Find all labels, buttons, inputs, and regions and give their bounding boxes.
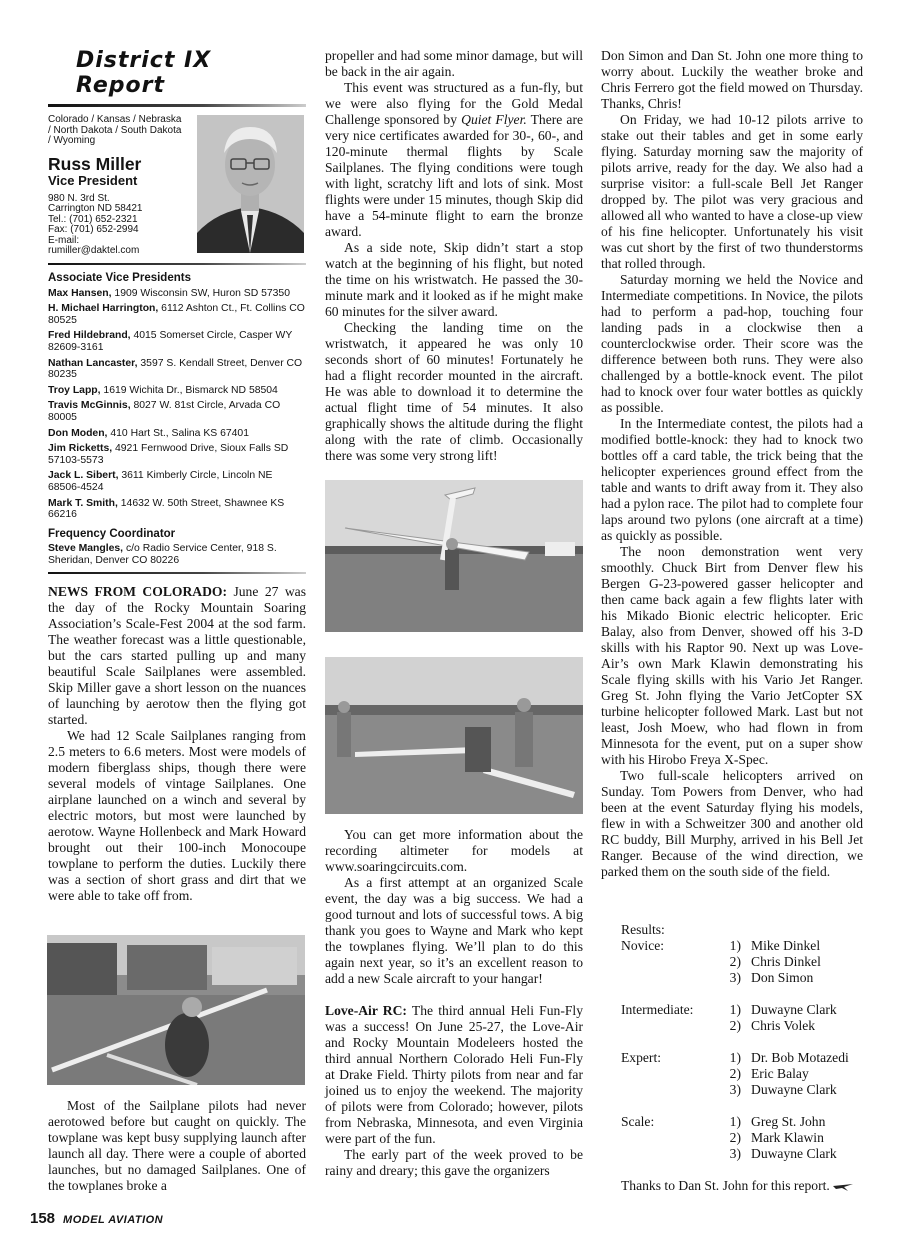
officer-role: Vice President [48,172,138,188]
paragraph: Two full-scale helicopters arrived on Sunday. Tom Powers from Denver, who had been at the event Saturday flying his models, flew in with a Schweitzer 300 and another old RC buddy, Bill Murphy, arrived in his Bell Jet Ranger. Because of the wind direction, we parked them on the south side of the field. [601,768,863,879]
page-number: 158 [30,1210,56,1227]
officer-email[interactable]: rumiller@daktel.com [48,245,140,256]
paragraph: The noon demonstration went very smoothly. Chuck Birt from Denver flew his Bergen G-23-powered gasser helicopter and then came back again a few flights later with his Mikado Bionic electric helicopter. Eric Balay, also from Denver, showed off his 3-D skills with his Raptor 90. Next up was Love-Air’s own Mark Klawin demonstrating his Scale flying skills with his Vario Jet Ranger. Greg St. John flying the Vario JetCopter SX turbine helicopter followed Mark. Last but not least, Josh Moew, who had flown in from Minnesota for the event, put on a super show with his Hirobo Freya X-Spec. [601,544,863,767]
column-3 [601,48,863,880]
paragraph: Love-Air RC: The third annual Heli Fun-Fly was a success! On June 25-27, the Love-Air and Rocky Mountain Modeleers hosted the third annual Northern Colorado Heli Fun-Fly at Drake Field. Thirty pilots from near and far joined us to enjoy the weekend. The majority of pilots were from Colorado; however, pilots from Nebraska, Minnesota, and even Virginia were part of the fun. [325,1003,583,1146]
officer-name: Russ Miller [48,153,142,174]
associate-vp-list [48,273,306,566]
article-col2-bottom [325,827,583,1179]
result-row: 1) Greg St. John [729,1114,826,1129]
result-row: 1) Dr. Bob Motazedi [729,1050,849,1065]
result-row: 1) Duwayne Clark [729,1002,837,1017]
paragraph: Don Simon and Dan St. John one more thing to worry about. Luckily the weather broke and Chris Ferrero got the field mowed on Thursday. Thanks, Chris! [601,48,863,111]
result-row: 2) Mark Klawin [729,1130,824,1145]
results-table [621,922,861,1194]
column-1 [48,48,306,904]
sidebar-rule [48,572,306,574]
result-row: 2) Chris Dinkel [729,954,821,969]
article-col1-bottom [48,1098,306,1194]
portrait-photo [197,115,304,253]
avp-entry: Troy Lapp, 1619 Wichita Dr., Bismarck ND 58504 [48,384,278,396]
ama-logo-icon [832,1180,854,1192]
paragraph: Most of the Sailplane pilots had never aerotowed before but caught on quickly. The towplane was kept busy supplying launch after launch all day. There were a couple of aborted launches, but no damaged Sailplanes. One of the towplanes broke a [48,1098,306,1193]
results-group: Novice: 1) Mike Dinkel 2) Chris Dinkel 3) Don Simon [621,938,821,985]
title-rule [48,104,306,107]
result-row: 2) Eric Balay [729,1066,809,1081]
paragraph: In the Intermediate contest, the pilots had a modified bottle-knock: they had to knock two bottles off a card table, the trick being that the helicopter experiences ground effect from the table and wants to drift away from it. They also had a pylon race. The pilot had to complete four laps around two pylons (one aircraft at a time) as quickly as possible. [601,416,863,543]
paragraph: NEWS FROM COLORADO: June 27 was the day of the Rocky Mountain Soaring Association’s Scale-Fest 2004 at the sod farm. The weather forecast was a little questionable, but the cars started pulling up and many beautiful Scale Sailplanes were assembled. Skip Miller gave a short lesson on the nuances of launching by aerotow then the flying got started. [48,584,306,728]
column-2 [325,48,583,464]
officer-block [48,115,306,263]
paragraph: As a first attempt at an organized Scale event, the day was a big success. We had a good turnout and lots of successful tows. A big thank you goes to Wayne and Mark who kept the towplanes flying. We’ll plan to do this again next year, so it’s an excellent reason to add a new Scale aircraft to your hangar! [325,875,583,986]
photo-towplane-crew [325,657,583,814]
result-row: 3) Duwayne Clark [729,1146,837,1161]
paragraph: Saturday morning we held the Novice and Intermediate competitions. In Novice, the pilots had to perform a pad-hop, touching four landing pads in a clockwise then a counterclockwise order. Their score was the difference between both runs. They were also challenged by a bottle-knock event. The pilot had to knock over four water bottles as quickly as possible. [601,272,863,415]
paragraph: We had 12 Scale Sailplanes ranging from 2.5 meters to 6.6 meters. Most were models of modern fiberglass ships, though there were several models of vintage Sailplanes. One airplane launched on a winch and several by electric motors, but most were launched by aerotow. Wayne Hollenbeck and Mark Howard brought out their 100-inch Monocoupe towplane to perform the duties. Luckily there was a section of short grass and dirt that we were able to take off from. [48,728,306,904]
paragraph: This event was structured as a fun-fly, but we were also flying for the Gold Medal Challenge sponsored by Quiet Flyer. There are very nice certificates awarded for 30-, 60-, and 120-minute thermal flights by Scale Sailplanes. The flying conditions were tough with light, scratchy lift and lots of sink. Most flights were under 15 minutes, though Skip did have a 54-minute flight to earn the bronze award. [325,80,584,239]
paragraph: propeller and had some minor damage, but will be back in the air again. [325,48,583,79]
avp-heading: Associate Vice Presidents [48,272,191,284]
results-group: Scale: 1) Greg St. John 2) Mark Klawin 3) Duwayne Clark [621,1114,837,1161]
district-states: Colorado / Kansas / Nebraska / North Dakota / South Dakota / Wyoming [48,114,182,146]
photo-sailplane-assembly [47,935,305,1085]
report-title: District IX Report [76,48,212,98]
result-row: 3) Duwayne Clark [729,1082,837,1097]
avp-entry: Fred Hildebrand, 4015 Somerset Circle, Casper WY 82609-3161 [48,330,293,353]
results-heading: Results: [621,922,665,937]
results-group: Expert: 1) Dr. Bob Motazedi 2) Eric Balay 3) Duwayne Clark [621,1050,849,1097]
photo-glider-launch [325,480,583,632]
freq-heading: Frequency Coordinator [48,527,176,540]
thanks-line: Thanks to Dan St. John for this report. [621,1178,861,1194]
result-row: 1) Mike Dinkel [729,938,821,953]
avp-entry: Don Moden, 410 Hart St., Salina KS 67401 [48,427,249,439]
paragraph: The early part of the week proved to be rainy and dreary; this gave the organizers [325,1147,583,1178]
results-group: Intermediate: 1) Duwayne Clark 2) Chris Volek [621,1002,837,1033]
avp-entry: Jim Ricketts, 4921 Fernwood Drive, Sioux Falls SD 57103-5573 [48,443,289,466]
officer-rule [48,263,306,265]
avp-entry: Travis McGinnis, 8027 W. 81st Circle, Arvada CO 80005 [48,400,281,423]
avp-entry: Jack L. Sibert, 3611 Kimberly Circle, Lincoln NE 68506-4524 [48,470,273,493]
result-row: 3) Don Simon [729,970,814,985]
avp-entry: Mark T. Smith, 14632 W. 50th Street, Shawnee KS 66216 [48,497,285,521]
freq-entry: Steve Mangles, c/o Radio Service Center, 918 S. Sheridan, Denver CO 80226 [48,543,277,566]
paragraph: On Friday, we had 10-12 pilots arrive to stake out their tables and get in some early flying. Saturday morning saw the majority of pilots arrive, ready for the day. We also had a surprise visitor: a full-scale Bell Jet Ranger dropped by. The pilot was very gracious and allowed all who wanted to have a close-up view of his fine helicopter. Unfortunately his visit was cut short by the first of two thunderstorms that rolled through. [601,112,863,271]
avp-entry: Nathan Lancaster, 3597 S. Kendall Street, Denver CO 80235 [48,357,303,381]
article-col1-top [48,584,306,904]
paragraph: You can get more information about the recording altimeter for models at www.soaringcircuits.com. [325,827,583,874]
officer-address: 980 N. 3rd St. Carrington ND 58421 Tel.: (701) 652-2321 Fax: (701) 652-2994 E-mail: rumiller@daktel.com [48,194,306,257]
magazine-name: MODEL AVIATION [63,1214,164,1226]
paragraph: As a side note, Skip didn’t start a stop watch at the beginning of his flight, but noted the time on his wristwatch. He passed the 30-minute mark and it looked as if he might make 60 minutes for the silver award. [325,240,583,319]
avp-entry: Max Hansen, 1909 Wisconsin SW, Huron SD 57350 [48,287,290,299]
avp-entry: H. Michael Harrington, 6112 Ashton Ct., Ft. Collins CO 80525 [48,303,305,326]
result-row: 2) Chris Volek [729,1018,816,1033]
paragraph: Checking the landing time on the wristwatch, it appeared he was only 10 seconds short of 60 minutes! Fortunately he had a flight recorder mounted in the aircraft. He was able to download it to determine the actual flight time of 54 minutes. It also graphically shows the altitude during the flight along with the rate of climb. Occasionally there was some very strong lift! [325,320,583,463]
page-footer [30,1210,163,1227]
